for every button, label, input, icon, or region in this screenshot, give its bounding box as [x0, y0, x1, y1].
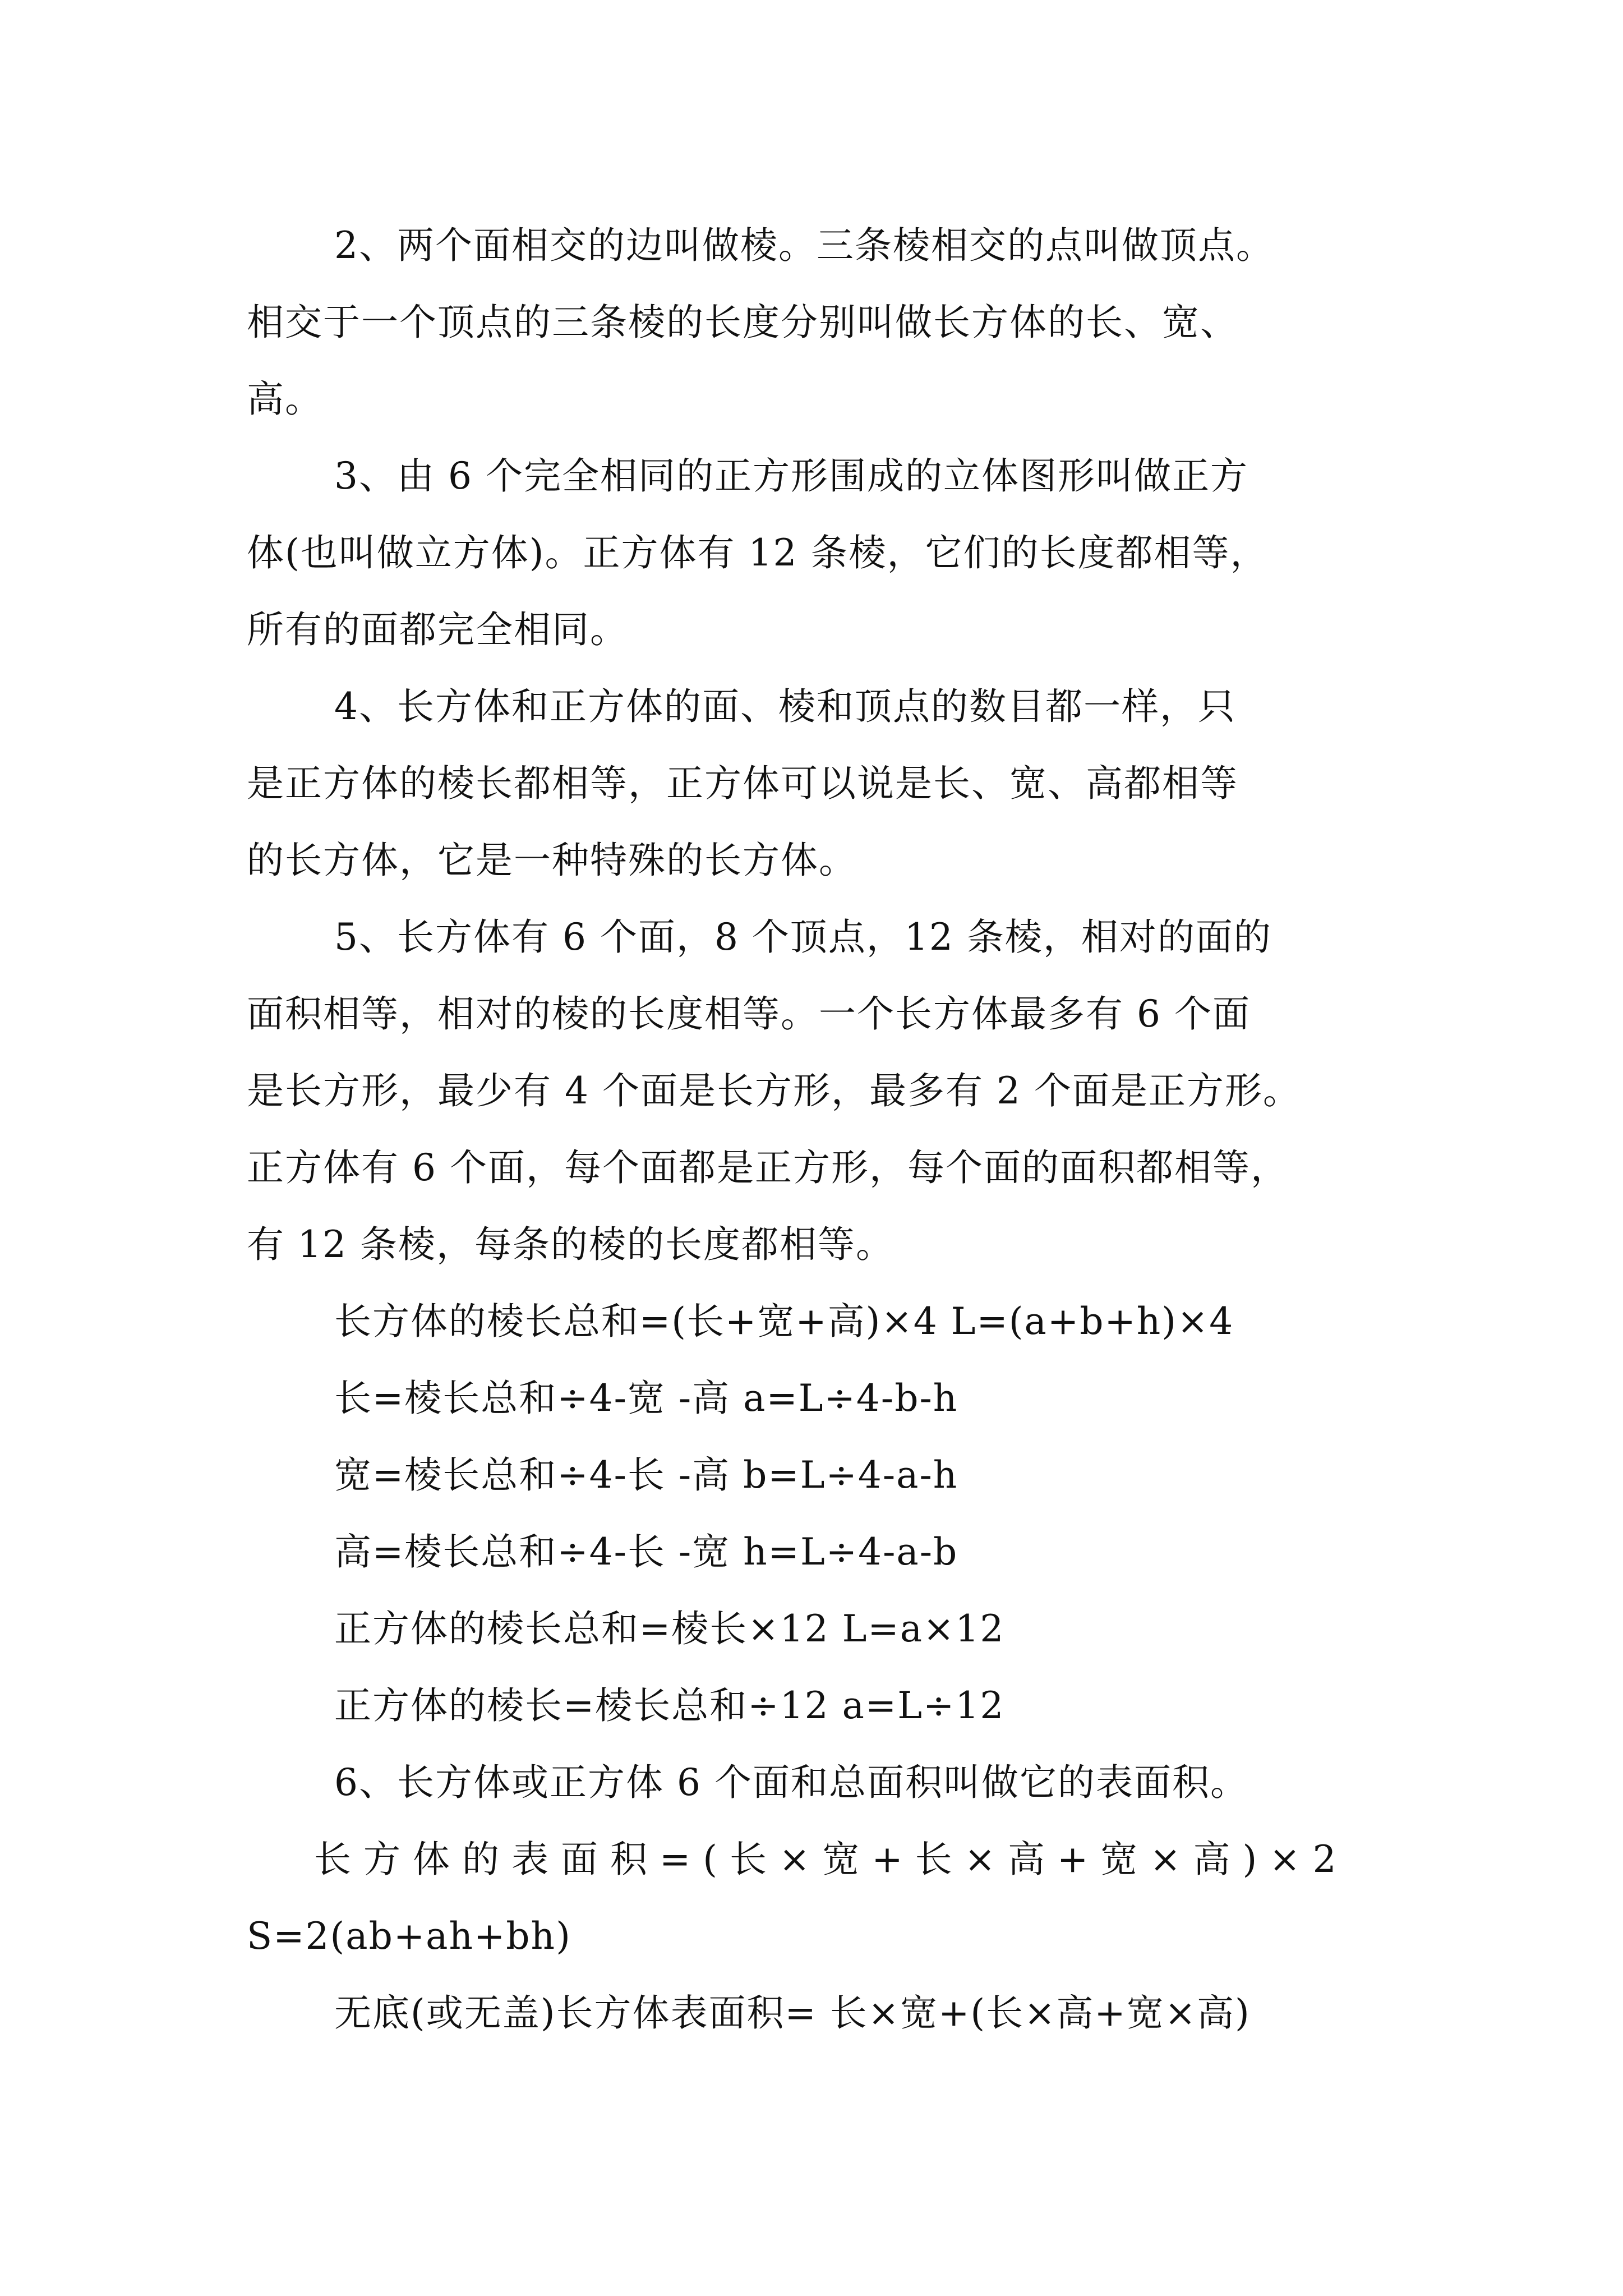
paragraph-5-line-1: 5、长方体有 6 个面，8 个顶点，12 条棱，相对的面的	[334, 915, 1272, 959]
formula-length: 长=棱长总和÷4-宽 -高 a=L÷4-b-h	[334, 1377, 958, 1420]
paragraph-3-line-2: 体(也叫做立方体)。正方体有 12 条棱，它们的长度都相等，	[247, 531, 1269, 574]
formula-surface-area-text: 长方体的表面积=(长×宽+长×高+宽×高)×2	[314, 1838, 1349, 1881]
formula-surface-area-symbolic: S=2(ab+ah+bh)	[247, 1915, 571, 1958]
paragraph-3-line-3: 所有的面都完全相同。	[247, 608, 628, 651]
paragraph-2-line-3: 高。	[247, 378, 323, 421]
paragraph-4-line-1: 4、长方体和正方体的面、棱和顶点的数目都一样，只	[334, 685, 1236, 728]
paragraph-2-line-1: 2、两个面相交的边叫做棱。三条棱相交的点叫做顶点。	[334, 224, 1274, 267]
paragraph-5-line-2: 面积相等，相对的棱的长度相等。一个长方体最多有 6 个面	[247, 992, 1251, 1036]
formula-height: 高=棱长总和÷4-长 -宽 h=L÷4-a-b	[334, 1530, 958, 1573]
paragraph-6-line-1: 6、长方体或正方体 6 个面和总面积叫做它的表面积。	[334, 1761, 1248, 1804]
paragraph-5-line-5: 有 12 条棱，每条的棱的长度都相等。	[247, 1223, 894, 1266]
paragraph-5-line-4: 正方体有 6 个面，每个面都是正方形，每个面的面积都相等，	[247, 1146, 1289, 1189]
paragraph-4-line-3: 的长方体，它是一种特殊的长方体。	[247, 839, 857, 882]
formula-cube-edge: 正方体的棱长=棱长总和÷12 a=L÷12	[334, 1684, 1005, 1727]
paragraph-3-line-1: 3、由 6 个完全相同的正方形围成的立体图形叫做正方	[334, 454, 1248, 498]
formula-width: 宽=棱长总和÷4-长 -高 b=L÷4-a-h	[334, 1453, 958, 1497]
formula-cuboid-edge-sum: 长方体的棱长总和=(长+宽+高)×4 L=(a+b+h)×4	[334, 1300, 1234, 1343]
paragraph-4-line-2: 是正方体的棱长都相等，正方体可以说是长、宽、高都相等	[247, 762, 1238, 805]
paragraph-5-line-3: 是长方形，最少有 4 个面是长方形，最多有 2 个面是正方形。	[247, 1069, 1301, 1112]
formula-cube-edge-sum: 正方体的棱长总和=棱长×12 L=a×12	[334, 1607, 1005, 1650]
formula-open-box-surface-area: 无底(或无盖)长方体表面积= 长×宽+(长×高+宽×高)	[334, 1991, 1251, 2035]
paragraph-2-line-2: 相交于一个顶点的三条棱的长度分别叫做长方体的长、宽、	[247, 301, 1238, 344]
